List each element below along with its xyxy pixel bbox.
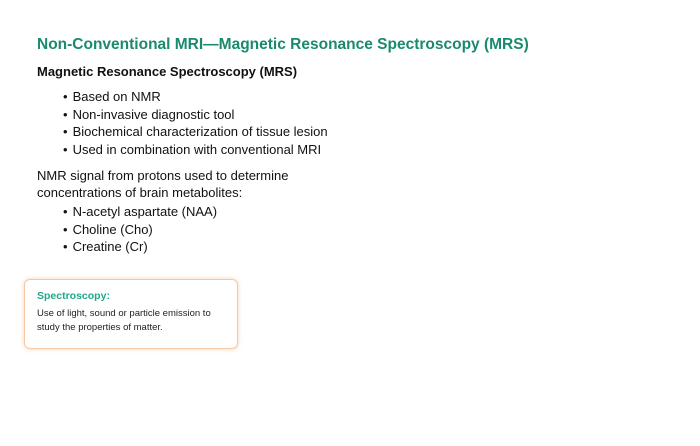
callout-title: Spectroscopy: [37,290,110,302]
list-item: • N-acetyl aspartate (NAA) [63,203,217,221]
list-item: • Creatine (Cr) [63,238,217,256]
list-item: • Used in combination with conventional MRI [63,141,328,159]
slide-title: Non-Conventional MRI—Magnetic Resonance Spectroscopy (MRS) [37,36,529,53]
definition-callout [24,279,238,349]
list-item: • Based on NMR [63,88,328,106]
bullet-list-metabolites [63,203,217,256]
list-item: • Choline (Cho) [63,221,217,239]
slide-subtitle: Magnetic Resonance Spectroscopy (MRS) [37,64,298,79]
callout-text: Use of light, sound or particle emission to study the properties of matter. [37,308,211,333]
list-item: • Non-invasive diagnostic tool [63,106,328,124]
list-item: • Biochemical characterization of tissue lesion [63,123,328,141]
metabolites-paragraph: NMR signal from protons used to determine concentrations of brain metabolites: [37,168,289,200]
bullet-list-features [63,88,328,158]
